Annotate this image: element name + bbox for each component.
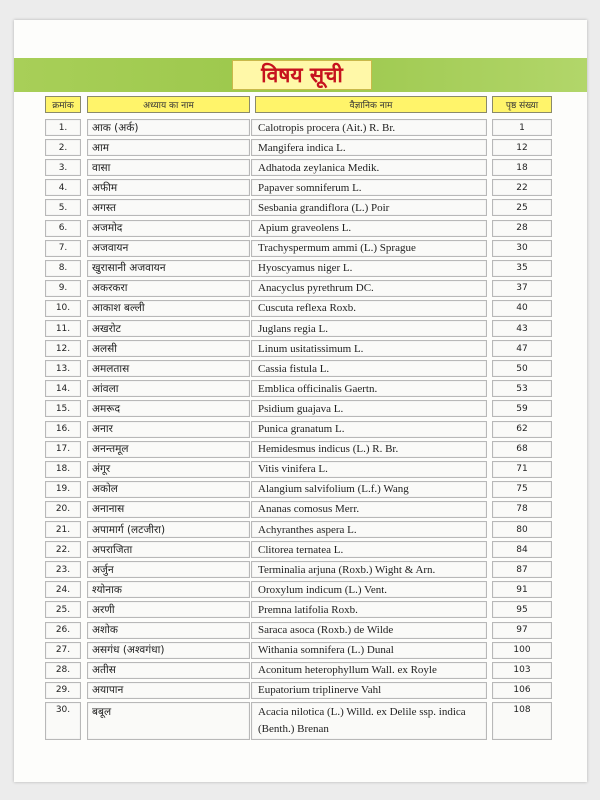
row-serial: 22. [45, 541, 81, 558]
row-serial: 20. [45, 501, 81, 518]
row-chapter-name: अलसी [87, 340, 250, 357]
row-page-number: 100 [492, 642, 552, 659]
row-scientific-name: Juglans regia L. [251, 320, 487, 337]
row-serial: 2. [45, 139, 81, 156]
row-scientific-name: Anacyclus pyrethrum DC. [251, 280, 487, 297]
row-serial: 15. [45, 400, 81, 417]
row-page-number: 103 [492, 662, 552, 679]
row-serial: 28. [45, 662, 81, 679]
row-page-number: 22 [492, 179, 552, 196]
row-chapter-name: अतीस [87, 662, 250, 679]
row-scientific-name: Cuscuta reflexa Roxb. [251, 300, 487, 317]
row-serial: 1. [45, 119, 81, 136]
row-scientific-name: Punica granatum L. [251, 421, 487, 438]
row-scientific-name: Ananas comosus Merr. [251, 501, 487, 518]
header-serial: क्रमांक [45, 96, 81, 113]
row-page-number: 43 [492, 320, 552, 337]
row-chapter-name: अपराजिता [87, 541, 250, 558]
row-chapter-name: अमरूद [87, 400, 250, 417]
row-scientific-name: Adhatoda zeylanica Medik. [251, 159, 487, 176]
row-scientific-name: Saraca asoca (Roxb.) de Wilde [251, 622, 487, 639]
row-page-number: 50 [492, 360, 552, 377]
row-page-number: 87 [492, 561, 552, 578]
row-page-number: 35 [492, 260, 552, 277]
row-serial: 4. [45, 179, 81, 196]
row-serial: 18. [45, 461, 81, 478]
row-serial: 12. [45, 340, 81, 357]
row-chapter-name: अनानास [87, 501, 250, 518]
row-chapter-name: असगंध (अश्वगंधा) [87, 642, 250, 659]
row-chapter-name: अखरोट [87, 320, 250, 337]
row-serial: 29. [45, 682, 81, 699]
row-scientific-name: Trachyspermum ammi (L.) Sprague [251, 240, 487, 257]
row-serial: 26. [45, 622, 81, 639]
row-chapter-name: बबूल [87, 702, 250, 740]
row-chapter-name: अनन्तमूल [87, 441, 250, 458]
row-serial: 16. [45, 421, 81, 438]
row-page-number: 71 [492, 461, 552, 478]
row-chapter-name: आक (अर्क) [87, 119, 250, 136]
row-page-number: 84 [492, 541, 552, 558]
row-chapter-name: आंवला [87, 380, 250, 397]
row-chapter-name: अजमोद [87, 220, 250, 237]
header-page: पृष्ठ संख्या [492, 96, 552, 113]
row-chapter-name: अंगूर [87, 461, 250, 478]
row-page-number: 30 [492, 240, 552, 257]
row-chapter-name: अकरकरा [87, 280, 250, 297]
row-scientific-name: Emblica officinalis Gaertn. [251, 380, 487, 397]
row-scientific-name: Cassia fistula L. [251, 360, 487, 377]
row-chapter-name: अयापान [87, 682, 250, 699]
row-scientific-name: Alangium salvifolium (L.f.) Wang [251, 481, 487, 498]
row-chapter-name: अगस्त [87, 199, 250, 216]
row-serial: 3. [45, 159, 81, 176]
row-chapter-name: अनार [87, 421, 250, 438]
row-scientific-name: Aconitum heterophyllum Wall. ex Royle [251, 662, 487, 679]
row-serial: 14. [45, 380, 81, 397]
header-chapter: अध्याय का नाम [87, 96, 250, 113]
row-scientific-name: Papaver somniferum L. [251, 179, 487, 196]
row-page-number: 75 [492, 481, 552, 498]
row-scientific-name: Withania somnifera (L.) Dunal [251, 642, 487, 659]
row-chapter-name: आम [87, 139, 250, 156]
row-serial: 10. [45, 300, 81, 317]
row-chapter-name: अकोल [87, 481, 250, 498]
row-page-number: 95 [492, 601, 552, 618]
row-page-number: 78 [492, 501, 552, 518]
row-serial: 23. [45, 561, 81, 578]
row-scientific-name: Hyoscyamus niger L. [251, 260, 487, 277]
row-scientific-name: Acacia nilotica (L.) Willd. ex Delile ssp. indica (Benth.) Brenan [251, 702, 487, 740]
row-scientific-name: Hemidesmus indicus (L.) R. Br. [251, 441, 487, 458]
row-scientific-name: Eupatorium triplinerve Vahl [251, 682, 487, 699]
row-scientific-name: Psidium guajava L. [251, 400, 487, 417]
row-serial: 6. [45, 220, 81, 237]
row-page-number: 108 [492, 702, 552, 740]
row-page-number: 59 [492, 400, 552, 417]
row-scientific-name: Premna latifolia Roxb. [251, 601, 487, 618]
row-scientific-name: Terminalia arjuna (Roxb.) Wight & Arn. [251, 561, 487, 578]
row-page-number: 53 [492, 380, 552, 397]
row-serial: 7. [45, 240, 81, 257]
row-page-number: 68 [492, 441, 552, 458]
row-serial: 13. [45, 360, 81, 377]
row-chapter-name: खुरासानी अजवायन [87, 260, 250, 277]
row-serial: 5. [45, 199, 81, 216]
row-chapter-name: अजवायन [87, 240, 250, 257]
row-serial: 9. [45, 280, 81, 297]
row-serial: 8. [45, 260, 81, 277]
row-chapter-name: अशोक [87, 622, 250, 639]
row-page-number: 97 [492, 622, 552, 639]
row-serial: 19. [45, 481, 81, 498]
row-chapter-name: अफीम [87, 179, 250, 196]
row-scientific-name: Apium graveolens L. [251, 220, 487, 237]
row-serial: 25. [45, 601, 81, 618]
row-page-number: 18 [492, 159, 552, 176]
row-serial: 24. [45, 581, 81, 598]
row-chapter-name: श्योनाक [87, 581, 250, 598]
row-page-number: 12 [492, 139, 552, 156]
row-serial: 11. [45, 320, 81, 337]
row-page-number: 1 [492, 119, 552, 136]
row-scientific-name: Linum usitatissimum L. [251, 340, 487, 357]
row-serial: 30. [45, 702, 81, 740]
row-scientific-name: Oroxylum indicum (L.) Vent. [251, 581, 487, 598]
row-chapter-name: अरणी [87, 601, 250, 618]
row-scientific-name: Achyranthes aspera L. [251, 521, 487, 538]
row-page-number: 25 [492, 199, 552, 216]
row-serial: 27. [45, 642, 81, 659]
row-chapter-name: अर्जुन [87, 561, 250, 578]
row-scientific-name: Clitorea ternatea L. [251, 541, 487, 558]
row-page-number: 62 [492, 421, 552, 438]
row-page-number: 106 [492, 682, 552, 699]
row-serial: 21. [45, 521, 81, 538]
row-scientific-name: Calotropis procera (Ait.) R. Br. [251, 119, 487, 136]
row-page-number: 40 [492, 300, 552, 317]
page-title: विषय सूची [232, 60, 372, 90]
row-scientific-name: Vitis vinifera L. [251, 461, 487, 478]
row-page-number: 47 [492, 340, 552, 357]
row-page-number: 91 [492, 581, 552, 598]
row-chapter-name: अपामार्ग (लटजीरा) [87, 521, 250, 538]
row-chapter-name: अमलतास [87, 360, 250, 377]
row-page-number: 28 [492, 220, 552, 237]
row-chapter-name: आकाश बल्ली [87, 300, 250, 317]
row-page-number: 37 [492, 280, 552, 297]
row-page-number: 80 [492, 521, 552, 538]
row-scientific-name: Sesbania grandiflora (L.) Poir [251, 199, 487, 216]
row-chapter-name: वासा [87, 159, 250, 176]
header-scientific: वैज्ञानिक नाम [255, 96, 487, 113]
row-serial: 17. [45, 441, 81, 458]
row-scientific-name: Mangifera indica L. [251, 139, 487, 156]
